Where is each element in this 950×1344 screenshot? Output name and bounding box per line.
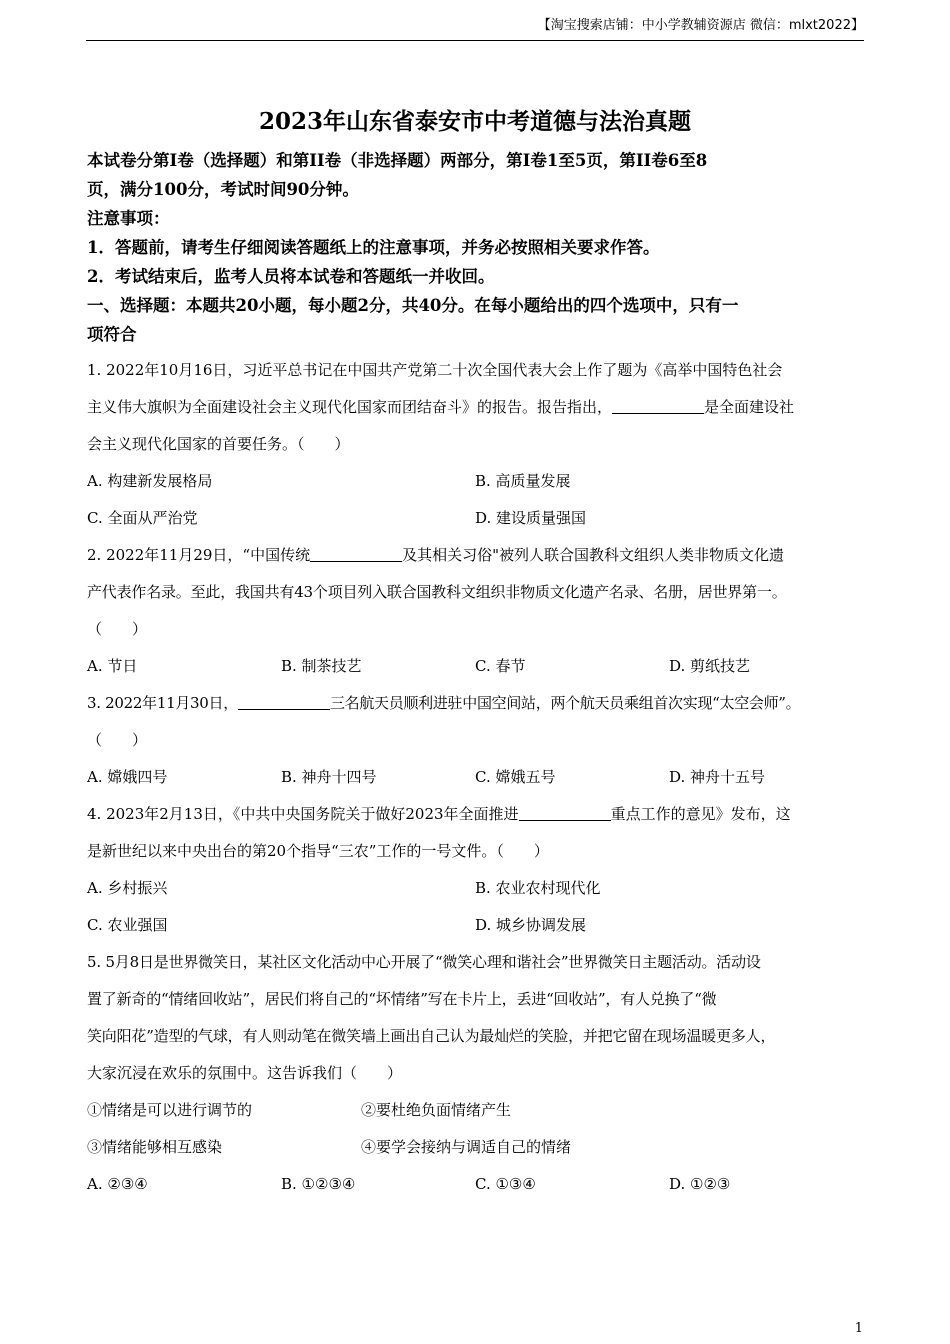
fill-blank — [519, 804, 611, 821]
question-line: 会主义现代化国家的首要任务。（ ） — [87, 435, 350, 453]
option-b: B. 神舟十四号 — [281, 768, 377, 786]
question-line: 笑向阳花”造型的气球，有人则动笔在微笑墙上画出自己认为最灿烂的笑脸，并把它留在现场温暖更多人， — [87, 1027, 776, 1045]
option-d: D. 城乡协调发展 — [475, 916, 587, 934]
statement-3: ③情绪能够相互感染 — [87, 1138, 223, 1156]
option-b: B. 农业农村现代化 — [475, 879, 601, 897]
intro-line-1: 本试卷分第Ⅰ卷（选择题）和第II卷（非选择题）两部分，第I卷1至5页，第II卷6至8 — [87, 151, 708, 170]
section-heading-line-1: 一、选择题：本题共20小题，每小题2分，共40分。在每小题给出的四个选项中，只有一 — [87, 296, 739, 315]
notice-item-2: 2．考试结束后，监考人员将本试卷和答题纸一并收回。 — [87, 267, 495, 286]
question-text: 是全面建设社 — [704, 398, 795, 416]
question-text: 3. 2022年11月30日， — [87, 694, 238, 712]
options-row — [87, 1166, 863, 1203]
statement-4: ④要学会接纳与调适自己的情绪 — [361, 1138, 572, 1156]
option-d: D. 建设质量强国 — [475, 509, 587, 527]
option-b: B. 高质量发展 — [475, 472, 571, 490]
question-1 — [87, 352, 863, 537]
document-body — [87, 146, 863, 1203]
option-a: A. 构建新发展格局 — [87, 472, 213, 490]
options-row — [87, 463, 863, 500]
option-c: C. 农业强国 — [87, 916, 168, 934]
question-line — [87, 389, 863, 426]
question-4 — [87, 796, 863, 944]
page-title: 2023年山东省泰安市中考道德与法治真题 — [258, 108, 691, 135]
question-2 — [87, 537, 863, 685]
question-line — [87, 537, 863, 574]
question-text: 三名航天员顺利进驻中国空间站，两个航天员乘组首次实现“太空会师”。 — [329, 694, 801, 712]
options-row — [87, 870, 863, 907]
option-a: A. 节日 — [87, 657, 138, 675]
question-text: 及其相关习俗"被列人联合国教科文组织人类非物质文化遗 — [402, 546, 785, 564]
options-row — [87, 500, 863, 537]
notice-item-1: 1．答题前，请考生仔细阅读答题纸上的注意事项，并务必按照相关要求作答。 — [87, 238, 660, 257]
option-d: D. 剪纸技艺 — [669, 657, 751, 675]
option-a: A. ②③④ — [87, 1175, 148, 1193]
question-line: 产代表作名录。至此，我国共有43个项目列入联合国教科文组织非物质文化遗产名录、名册，居世界第一。 — [87, 583, 787, 601]
option-d: D. ①②③ — [669, 1175, 731, 1193]
statement-1: ①情绪是可以进行调节的 — [87, 1101, 253, 1119]
question-line — [87, 685, 863, 722]
question-3 — [87, 685, 863, 796]
option-b: B. 制茶技艺 — [281, 657, 362, 675]
option-d: D. 神舟十五号 — [669, 768, 766, 786]
options-row — [87, 648, 863, 685]
options-row — [87, 907, 863, 944]
statements-row — [87, 1129, 863, 1166]
option-c: C. 春节 — [475, 657, 526, 675]
question-text: 2. 2022年11月29日，“中国传统 — [87, 546, 311, 564]
header-rule — [86, 40, 864, 41]
question-5 — [87, 944, 863, 1203]
question-line: 大家沉浸在欢乐的氛围中。这告诉我们（ ） — [87, 1064, 403, 1082]
intro-line-2: 页，满分100分，考试时间90分钟。 — [87, 180, 359, 199]
question-text: 主义伟大旗帜为全面建设社会主义现代化国家而团结奋斗》的报告。报告指出， — [87, 398, 613, 416]
question-line: 1. 2022年10月16日，习近平总书记在中国共产党第二十次全国代表大会上作了题为《高举中国特色社会 — [87, 361, 783, 379]
section-heading-line-2: 项符合 — [87, 325, 137, 344]
header-note: 【淘宝搜索店铺：中小学教辅资源店 微信：mlxt2022】 — [537, 18, 864, 33]
statement-2: ②要杜绝负面情绪产生 — [361, 1101, 512, 1119]
page-number: 1 — [854, 1321, 863, 1336]
option-c: C. 嫦娥五号 — [475, 768, 556, 786]
question-line: 5. 5月8日是世界微笑日，某社区文化活动中心开展了“微笑心理和谐社会”世界微笑日主题活动。活动设 — [87, 953, 761, 971]
notice-title: 注意事项： — [87, 209, 170, 228]
question-text: 重点工作的意见》发布，这 — [610, 805, 791, 823]
question-text: 4. 2023年2月13日，《中共中央国务院关于做好2023年全面推进 — [87, 805, 519, 823]
option-c: C. ①③④ — [475, 1175, 536, 1193]
question-line: 置了新奇的“情绪回收站”，居民们将自己的“坏情绪”写在卡片上，丢进“回收站”，有人兑换了“微 — [87, 990, 717, 1008]
fill-blank — [612, 397, 704, 414]
fill-blank — [238, 693, 330, 710]
option-a: A. 嫦娥四号 — [87, 768, 168, 786]
statements-row — [87, 1092, 863, 1129]
option-b: B. ①②③④ — [281, 1175, 356, 1193]
question-line: （ ） — [87, 620, 148, 638]
question-line — [87, 796, 863, 833]
option-a: A. 乡村振兴 — [87, 879, 168, 897]
fill-blank — [310, 545, 402, 562]
option-c: C. 全面从严治党 — [87, 509, 198, 527]
options-row — [87, 759, 863, 796]
question-line: （ ） — [87, 731, 148, 749]
question-line: 是新世纪以来中央出台的第20个指导“三农”工作的一号文件。（ ） — [87, 842, 549, 860]
